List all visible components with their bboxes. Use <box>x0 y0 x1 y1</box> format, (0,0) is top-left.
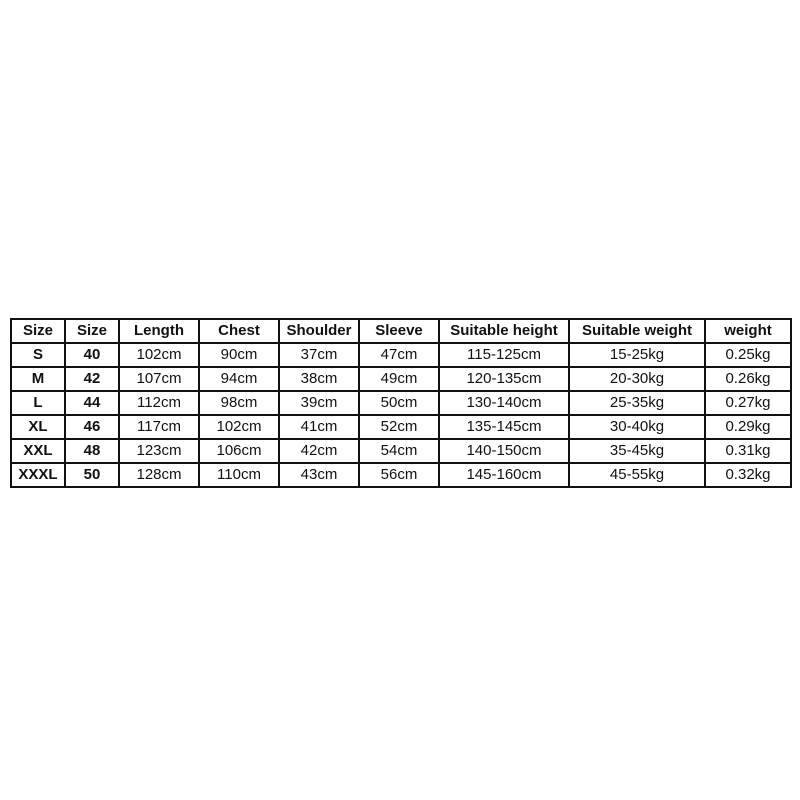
cell-shoulder: 38cm <box>279 367 359 391</box>
cell-shoulder: 43cm <box>279 463 359 487</box>
table-row <box>11 367 791 391</box>
cell-shoulder: 39cm <box>279 391 359 415</box>
cell-suitable-weight: 45-55kg <box>569 463 705 487</box>
cell-length: 102cm <box>119 343 199 367</box>
cell-sleeve: 49cm <box>359 367 439 391</box>
cell-length: 117cm <box>119 415 199 439</box>
table-row <box>11 343 791 367</box>
cell-chest: 106cm <box>199 439 279 463</box>
cell-sleeve: 50cm <box>359 391 439 415</box>
size-chart-table <box>10 318 792 488</box>
header-suitable-weight: Suitable weight <box>569 319 705 343</box>
cell-size-number: 44 <box>65 391 119 415</box>
cell-length: 112cm <box>119 391 199 415</box>
cell-chest: 98cm <box>199 391 279 415</box>
cell-weight: 0.29kg <box>705 415 791 439</box>
cell-suitable-height: 115-125cm <box>439 343 569 367</box>
cell-chest: 94cm <box>199 367 279 391</box>
header-size-letter: Size <box>11 319 65 343</box>
cell-size-letter: M <box>11 367 65 391</box>
header-suitable-height: Suitable height <box>439 319 569 343</box>
header-chest: Chest <box>199 319 279 343</box>
header-length: Length <box>119 319 199 343</box>
cell-sleeve: 52cm <box>359 415 439 439</box>
table-row <box>11 391 791 415</box>
cell-suitable-height: 140-150cm <box>439 439 569 463</box>
cell-size-letter: XXL <box>11 439 65 463</box>
header-sleeve: Sleeve <box>359 319 439 343</box>
cell-shoulder: 37cm <box>279 343 359 367</box>
cell-size-letter: L <box>11 391 65 415</box>
header-size-number: Size <box>65 319 119 343</box>
cell-size-letter: XXXL <box>11 463 65 487</box>
cell-size-number: 40 <box>65 343 119 367</box>
table-row <box>11 439 791 463</box>
cell-suitable-height: 135-145cm <box>439 415 569 439</box>
cell-size-letter: S <box>11 343 65 367</box>
cell-length: 107cm <box>119 367 199 391</box>
size-chart <box>10 318 790 488</box>
cell-suitable-weight: 25-35kg <box>569 391 705 415</box>
header-row <box>11 319 791 343</box>
cell-sleeve: 56cm <box>359 463 439 487</box>
cell-weight: 0.27kg <box>705 391 791 415</box>
cell-suitable-height: 145-160cm <box>439 463 569 487</box>
cell-chest: 110cm <box>199 463 279 487</box>
cell-suitable-height: 130-140cm <box>439 391 569 415</box>
cell-sleeve: 54cm <box>359 439 439 463</box>
cell-weight: 0.25kg <box>705 343 791 367</box>
cell-shoulder: 42cm <box>279 439 359 463</box>
cell-weight: 0.31kg <box>705 439 791 463</box>
cell-size-letter: XL <box>11 415 65 439</box>
cell-suitable-weight: 30-40kg <box>569 415 705 439</box>
cell-sleeve: 47cm <box>359 343 439 367</box>
cell-chest: 90cm <box>199 343 279 367</box>
cell-length: 128cm <box>119 463 199 487</box>
cell-weight: 0.32kg <box>705 463 791 487</box>
cell-suitable-height: 120-135cm <box>439 367 569 391</box>
table-row <box>11 415 791 439</box>
cell-size-number: 48 <box>65 439 119 463</box>
cell-suitable-weight: 20-30kg <box>569 367 705 391</box>
header-shoulder: Shoulder <box>279 319 359 343</box>
cell-suitable-weight: 15-25kg <box>569 343 705 367</box>
cell-weight: 0.26kg <box>705 367 791 391</box>
cell-suitable-weight: 35-45kg <box>569 439 705 463</box>
cell-length: 123cm <box>119 439 199 463</box>
header-weight: weight <box>705 319 791 343</box>
cell-shoulder: 41cm <box>279 415 359 439</box>
cell-size-number: 46 <box>65 415 119 439</box>
table-row <box>11 463 791 487</box>
cell-size-number: 50 <box>65 463 119 487</box>
cell-chest: 102cm <box>199 415 279 439</box>
cell-size-number: 42 <box>65 367 119 391</box>
